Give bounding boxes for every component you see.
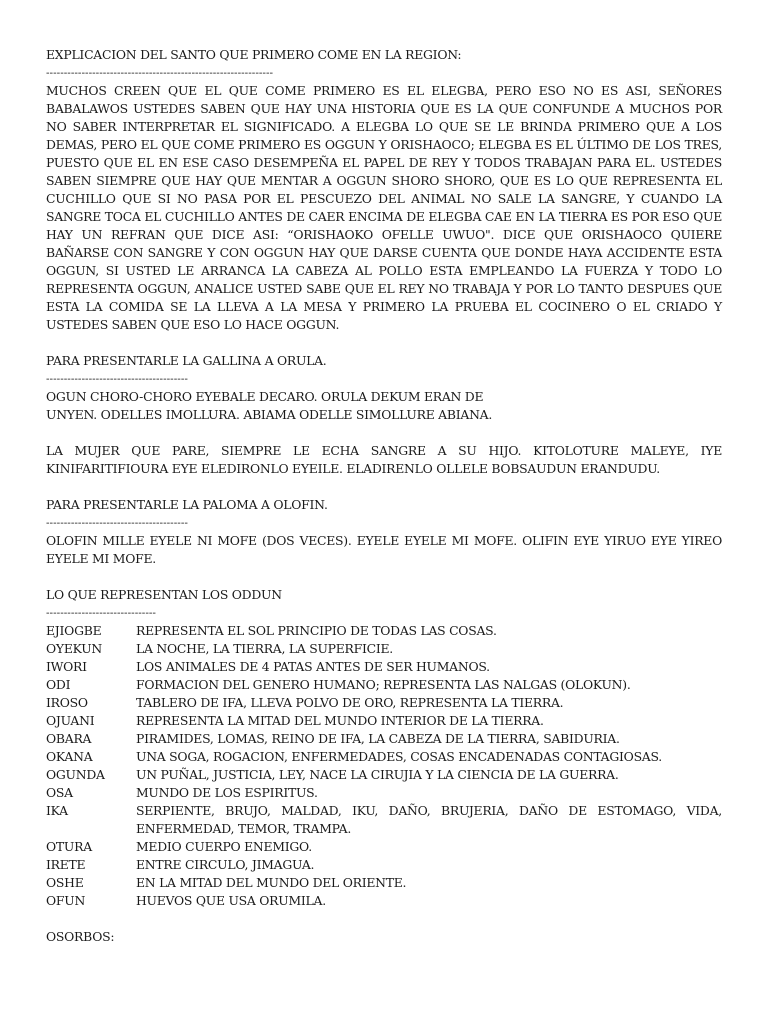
paragraph-santo: MUCHOS CREEN QUE EL QUE COME PRIMERO ES EL ELEGBA, PERO ESO NO ES ASI, SEÑORES BABALAWOS USTEDES SABEN QUE HAY UNA HISTORIA QUE ES LA QUE CONFUNDE A MUCHOS POR NO SABER INTERPRETAR EL SIGNIFICADO. A ELEGBA LO QUE SE LE BRINDA PRIMERO QUE A LOS DEMAS, PERO EL QUE COME PRIMERO ES OGGUN Y ORISHAOCO; ELEGBA ES EL ÚLTIMO DE LOS TRES, PUESTO QUE EL EN ESE CASO DESEMPEÑA EL PAPEL DE REY Y TODOS TRABAJAN PARA EL. USTEDES SABEN SIEMPRE QUE HAY QUE MENTAR A OGGUN SHORO SHORO, QUE ES LO QUE REPRESENTA EL CUCHILLO QUE SI NO PASA POR EL PESCUEZO DEL ANIMAL NO SALE LA SANGRE, Y CUANDO LA SANGRE TOCA EL CUCHILLO ANTES DE CAER ENCIMA DE ELEGBA CAE EN LA TIERRA ES POR ESO QUE HAY UN REFRAN QUE DICE ASI: “ORISHAOKO OFELLE UWUO". DICE QUE ORISHAOCO QUIERE BAÑARSE CON SANGRE Y CON OGGUN HAY QUE DARSE CUENTA QUE DONDE HAYA ACCIDENTE ESTA OGGUN, SI USTED LE ARRANCA LA CABEZA AL POLLO ESTA EMPLEANDO LA FUERZA Y TODO LO REPRESENTA OGGUN, ANALICE USTED SABE QUE EL REY NO TRABAJA Y POR LO TANTO DESPUES QUE ESTA LA COMIDA SE LA LLEVA A LA MESA Y PRIMERO LA PRUEBA EL COCINERO O EL CRIADO Y USTEDES SABEN QUE ESO LO HACE OGGUN.	[46, 83, 722, 332]
oddun-row	[46, 892, 722, 910]
spacer	[46, 334, 722, 352]
oddun-name: OGUNDA	[46, 767, 105, 782]
section-title-oddun: LO QUE REPRESENTAN LOS ODDUN	[46, 587, 282, 602]
oddun-desc: TABLERO DE IFA, LLEVA POLVO DE ORO, REPRESENTA LA TIERRA.	[136, 695, 564, 710]
oddun-name: IROSO	[46, 695, 88, 710]
oddun-name: OKANA	[46, 749, 93, 764]
oddun-desc: EN LA MITAD DEL MUNDO DEL ORIENTE.	[136, 875, 407, 890]
oddun-name: IRETE	[46, 857, 86, 872]
oddun-name: OBARA	[46, 731, 92, 746]
oddun-row	[46, 676, 722, 694]
oddun-desc: SERPIENTE, BRUJO, MALDAD, IKU, DAÑO, BRUJERIA, DAÑO DE ESTOMAGO, VIDA, ENFERMEDAD, TEMOR, TRAMPA.	[136, 803, 722, 836]
separator-line: ----------------------------------------------------------------	[46, 67, 274, 79]
oddun-list	[46, 622, 722, 910]
oddun-row	[46, 766, 722, 784]
spacer	[46, 568, 722, 586]
oddun-desc: UNA SOGA, ROGACION, ENFERMEDADES, COSAS ENCADENADAS CONTAGIOSAS.	[136, 749, 662, 764]
oddun-desc: REPRESENTA EL SOL PRINCIPIO DE TODAS LAS COSAS.	[136, 623, 497, 638]
spacer	[46, 910, 722, 928]
section-title-osorbos: OSORBOS:	[46, 929, 115, 944]
oddun-name: OFUN	[46, 893, 86, 908]
oddun-row	[46, 748, 722, 766]
oddun-row	[46, 784, 722, 802]
section-title-gallina: PARA PRESENTARLE LA GALLINA A ORULA.	[46, 353, 327, 368]
oddun-name: OJUANI	[46, 713, 95, 728]
oddun-desc: ENTRE CIRCULO, JIMAGUA.	[136, 857, 315, 872]
oddun-row	[46, 658, 722, 676]
oddun-row	[46, 622, 722, 640]
oddun-desc: MUNDO DE LOS ESPIRITUS.	[136, 785, 318, 800]
oddun-desc: MEDIO CUERPO ENEMIGO.	[136, 839, 312, 854]
oddun-name: OSHE	[46, 875, 84, 890]
section-title-paloma: PARA PRESENTARLE LA PALOMA A OLOFIN.	[46, 497, 328, 512]
oddun-row	[46, 856, 722, 874]
oddun-name: ODI	[46, 677, 71, 692]
oddun-name: OTURA	[46, 839, 92, 854]
oddun-desc: LA NOCHE, LA TIERRA, LA SUPERFICIE.	[136, 641, 393, 656]
oddun-name: OSA	[46, 785, 73, 800]
oddun-row	[46, 838, 722, 856]
oddun-desc: UN PUÑAL, JUSTICIA, LEY, NACE LA CIRUJIA Y LA CIENCIA DE LA GUERRA.	[136, 767, 619, 782]
separator-line: ----------------------------------------	[46, 373, 188, 385]
paragraph-mujer: LA MUJER QUE PARE, SIEMPRE LE ECHA SANGRE A SU HIJO. KITOLOTURE MALEYE, IYE KINIFARITIFIOURA EYE ELEDIRONLO EYEILE. ELADIRENLO OLLELE BOBSAUDUN ERANDUDU.	[46, 443, 722, 476]
oddun-desc: PIRAMIDES, LOMAS, REINO DE IFA, LA CABEZA DE LA TIERRA, SABIDURIA.	[136, 731, 620, 746]
oddun-desc: FORMACION DEL GENERO HUMANO; REPRESENTA LAS NALGAS (OLOKUN).	[136, 677, 631, 692]
oddun-row	[46, 730, 722, 748]
paragraph-paloma: OLOFIN MILLE EYELE NI MOFE (DOS VECES). EYELE EYELE MI MOFE. OLIFIN EYE YIRUO EYE YIREO EYELE MI MOFE.	[46, 533, 722, 566]
oddun-name: OYEKUN	[46, 641, 102, 656]
oddun-row	[46, 802, 722, 838]
rezo-line: OGUN CHORO-CHORO EYEBALE DECARO. ORULA DEKUM ERAN DE	[46, 389, 484, 404]
oddun-name: IWORI	[46, 659, 87, 674]
separator-line: -------------------------------	[46, 607, 156, 619]
oddun-desc: LOS ANIMALES DE 4 PATAS ANTES DE SER HUMANOS.	[136, 659, 490, 674]
oddun-name: EJIOGBE	[46, 623, 102, 638]
spacer	[46, 478, 722, 496]
oddun-row	[46, 712, 722, 730]
rezo-line: UNYEN. ODELLES IMOLLURA. ABIAMA ODELLE SIMOLLURE ABIANA.	[46, 407, 493, 422]
oddun-desc: HUEVOS QUE USA ORUMILA.	[136, 893, 326, 908]
oddun-name: IKA	[46, 803, 68, 818]
oddun-row	[46, 694, 722, 712]
separator-line: ----------------------------------------	[46, 517, 188, 529]
section-title-santo: EXPLICACION DEL SANTO QUE PRIMERO COME EN LA REGION:	[46, 47, 462, 62]
oddun-desc: REPRESENTA LA MITAD DEL MUNDO INTERIOR DE LA TIERRA.	[136, 713, 544, 728]
oddun-row	[46, 640, 722, 658]
spacer	[46, 424, 722, 442]
oddun-row	[46, 874, 722, 892]
document-page	[46, 46, 722, 946]
